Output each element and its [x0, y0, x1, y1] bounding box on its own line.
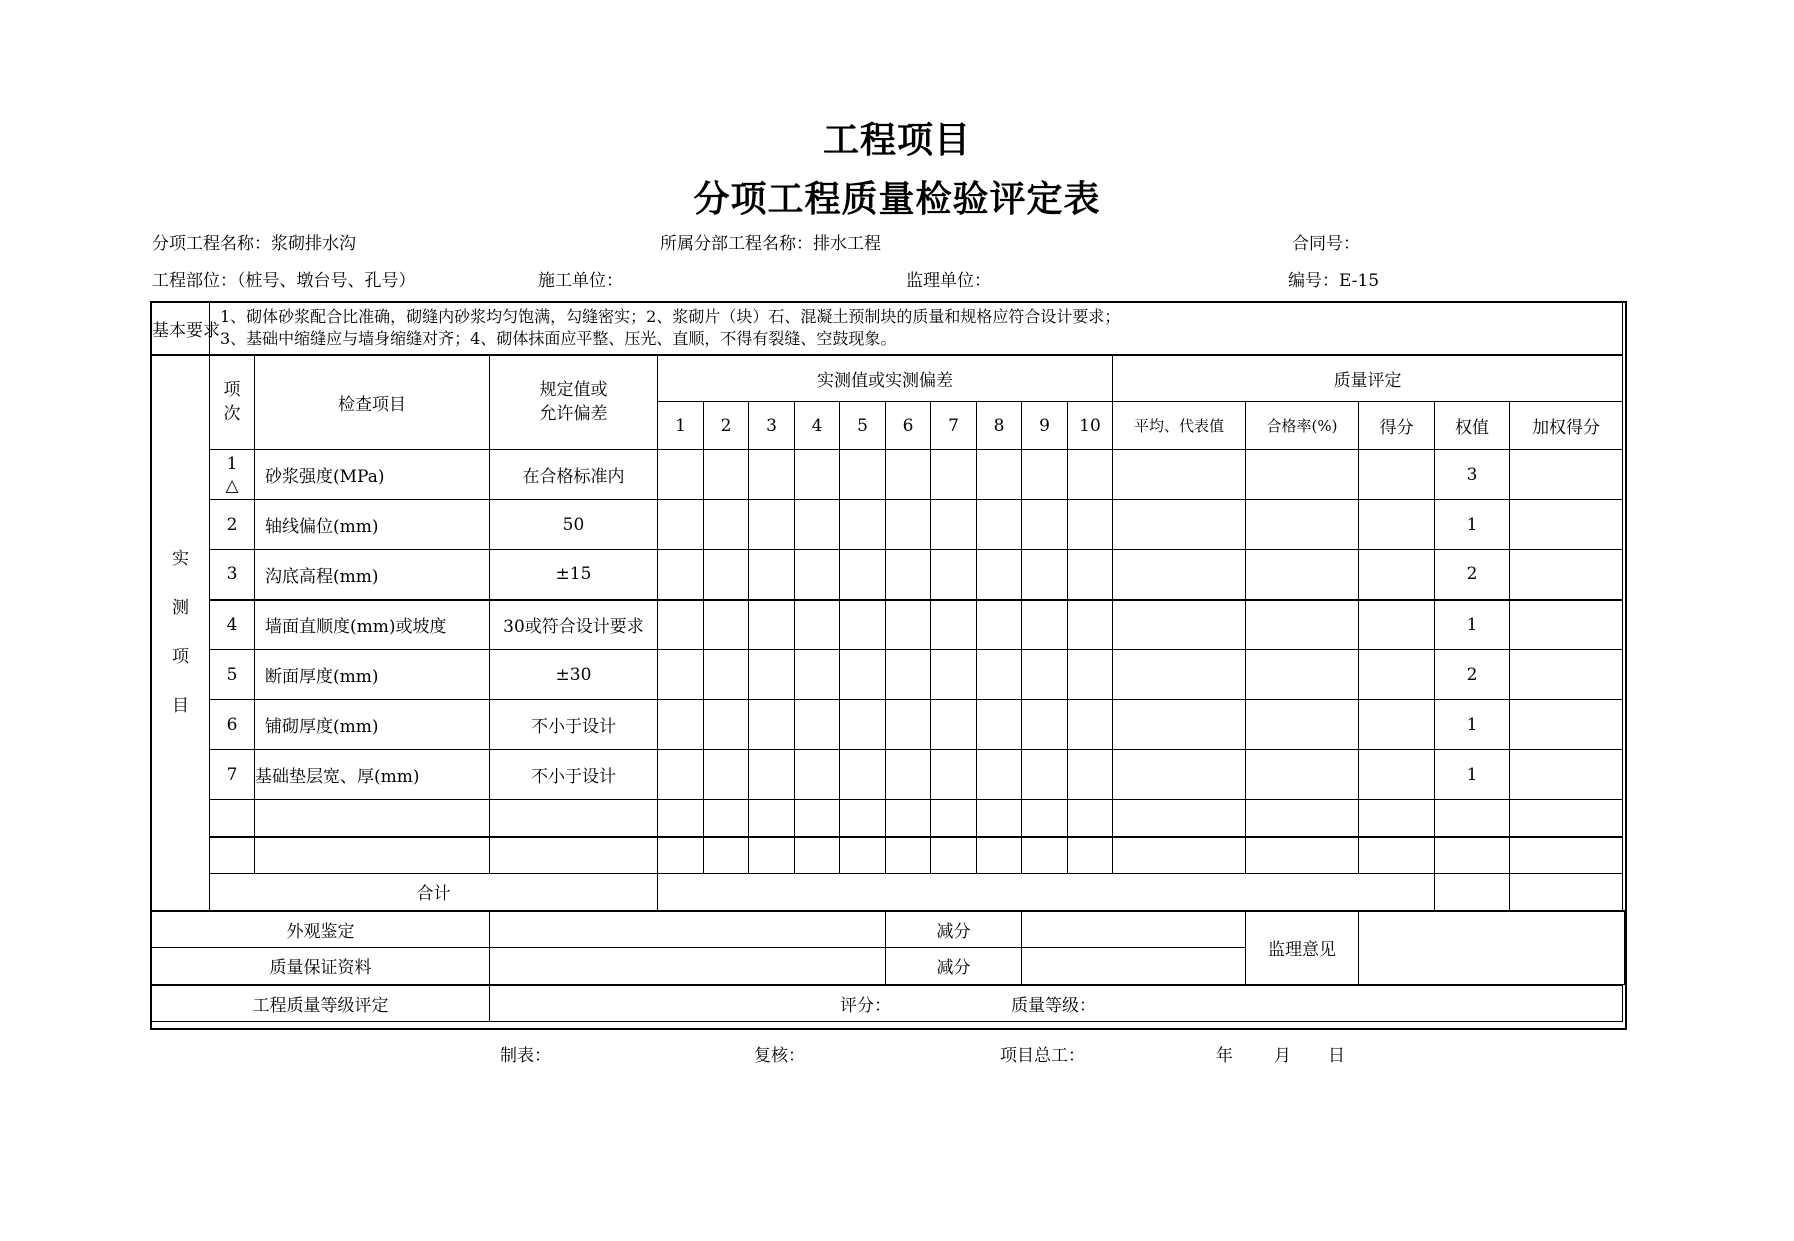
pass-rate-cell[interactable]	[1246, 750, 1359, 800]
measure-cell[interactable]	[795, 450, 840, 500]
col-item-header: 检查项目	[255, 355, 490, 450]
measure-cell[interactable]	[931, 700, 977, 750]
contractor: 施工单位：	[538, 271, 623, 291]
score-label: 评分：	[840, 995, 891, 1016]
score-cell[interactable]	[1359, 500, 1435, 550]
col-index-header	[210, 355, 255, 450]
weighted-cell[interactable]	[1510, 550, 1623, 600]
avg-cell[interactable]	[1113, 600, 1246, 650]
weighted-cell[interactable]	[1510, 500, 1623, 550]
row-item: 铺砌厚度(mm)	[255, 700, 490, 750]
empty-cell[interactable]	[490, 800, 658, 837]
empty-cell[interactable]	[255, 800, 490, 837]
measure-cell[interactable]	[840, 700, 886, 750]
row-spec: 不小于设计	[490, 750, 658, 800]
quality-docs-label: 质量保证资料	[152, 948, 490, 985]
measure-cell[interactable]	[658, 500, 704, 550]
row-weight: 3	[1435, 450, 1510, 500]
row-weight: 2	[1435, 650, 1510, 700]
measure-number: 6	[886, 402, 931, 450]
total-row	[152, 874, 1625, 911]
measure-number: 8	[977, 402, 1022, 450]
measure-cell[interactable]	[749, 500, 795, 550]
score-cell[interactable]	[1359, 700, 1435, 750]
deduct-value[interactable]	[1022, 948, 1246, 985]
contract-no: 合同号：	[1292, 234, 1360, 254]
score-cell[interactable]	[1359, 800, 1435, 837]
table-row-empty	[152, 837, 1625, 874]
measure-cell[interactable]	[658, 700, 704, 750]
total-weight-cell[interactable]	[1435, 874, 1510, 911]
date-day: 日	[1328, 1046, 1345, 1066]
measure-cell[interactable]	[977, 800, 1022, 837]
row-item: 墙面直顺度(mm)或坡度	[255, 600, 490, 650]
form-code: 编号：E-15	[1288, 271, 1380, 291]
measure-cell[interactable]	[931, 800, 977, 837]
col-spec-header	[490, 355, 658, 450]
measure-cell[interactable]	[840, 650, 886, 700]
avg-cell[interactable]	[1113, 700, 1246, 750]
supervisor: 监理单位：	[906, 271, 991, 291]
measure-cell[interactable]	[1068, 550, 1113, 600]
score-cell[interactable]	[1359, 600, 1435, 650]
col-weighted-header: 加权得分	[1510, 402, 1623, 450]
grade-label: 质量等级：	[1011, 995, 1096, 1016]
weighted-cell[interactable]	[1510, 750, 1623, 800]
table-row	[152, 450, 1625, 500]
supervision-opinion-value[interactable]	[1359, 911, 1625, 985]
measure-cell[interactable]	[977, 837, 1022, 874]
measure-cell[interactable]	[1022, 600, 1068, 650]
side-char: 测	[172, 597, 189, 618]
empty-cell[interactable]	[210, 800, 255, 837]
date-year: 年	[1216, 1046, 1233, 1066]
deduct-value[interactable]	[1022, 911, 1246, 948]
col-index-char: 次	[223, 404, 241, 425]
total-weighted-cell[interactable]	[1510, 874, 1623, 911]
measure-cell[interactable]	[840, 600, 886, 650]
measure-cell[interactable]	[749, 450, 795, 500]
reviewed-by: 复核：	[754, 1046, 805, 1066]
measure-cell[interactable]	[840, 500, 886, 550]
weighted-cell[interactable]	[1510, 600, 1623, 650]
measure-cell[interactable]	[886, 550, 931, 600]
row-weight: 1	[1435, 500, 1510, 550]
col-spec-line: 规定值或	[539, 380, 608, 401]
form-title: 分项工程质量检验评定表	[693, 179, 1101, 220]
measure-cell[interactable]	[1022, 700, 1068, 750]
measure-cell[interactable]	[886, 600, 931, 650]
quality-docs-value[interactable]	[490, 948, 886, 985]
requirements-line-1: 1、砌体砂浆配合比准确，砌缝内砂浆均匀饱满，勾缝密实；2、浆砌片（块）石、混凝土预制块的质量和规格应符合设计要求；	[220, 307, 1121, 327]
measure-cell[interactable]	[658, 837, 704, 874]
table-row	[152, 500, 1625, 550]
measure-number: 7	[931, 402, 977, 450]
measure-cell[interactable]	[795, 750, 840, 800]
measure-cell[interactable]	[886, 500, 931, 550]
measure-cell[interactable]	[795, 500, 840, 550]
row-item: 基础垫层宽、厚(mm)	[255, 750, 490, 800]
row-item: 砂浆强度(MPa)	[255, 450, 490, 500]
measure-cell[interactable]	[704, 550, 749, 600]
measure-cell[interactable]	[931, 550, 977, 600]
measure-cell[interactable]	[840, 837, 886, 874]
measure-cell[interactable]	[704, 600, 749, 650]
total-blank	[658, 874, 1435, 911]
score-cell[interactable]	[1359, 450, 1435, 500]
row-spec: ±15	[490, 550, 658, 600]
col-measured-header: 实测值或实测偏差	[658, 355, 1113, 402]
side-char: 实	[172, 548, 189, 569]
measure-cell[interactable]	[749, 650, 795, 700]
empty-cell[interactable]	[210, 837, 255, 874]
row-spec: 30或符合设计要求	[490, 600, 658, 650]
avg-cell[interactable]	[1113, 450, 1246, 500]
grade-eval-value	[490, 985, 1623, 1022]
measure-cell[interactable]	[886, 450, 931, 500]
measure-cell[interactable]	[977, 750, 1022, 800]
measure-cell[interactable]	[749, 837, 795, 874]
score-cell[interactable]	[1359, 550, 1435, 600]
row-no: 5	[210, 650, 255, 700]
grade-eval-label: 工程质量等级评定	[152, 985, 490, 1022]
measure-cell[interactable]	[795, 600, 840, 650]
measure-cell[interactable]	[658, 650, 704, 700]
measure-cell[interactable]	[886, 750, 931, 800]
row-no: 3	[210, 550, 255, 600]
grade-row	[152, 985, 1625, 1022]
weighted-cell[interactable]	[1510, 700, 1623, 750]
total-label: 合计	[210, 874, 658, 911]
measure-cell[interactable]	[704, 800, 749, 837]
deduct-label: 减分	[886, 911, 1022, 948]
measure-cell[interactable]	[658, 600, 704, 650]
measure-cell[interactable]	[886, 700, 931, 750]
empty-cell[interactable]	[255, 837, 490, 874]
row-spec: 50	[490, 500, 658, 550]
measure-number: 1	[658, 402, 704, 450]
score-cell[interactable]	[1359, 837, 1435, 874]
measure-cell[interactable]	[1022, 750, 1068, 800]
pass-rate-cell[interactable]	[1246, 700, 1359, 750]
inspection-table	[151, 302, 1625, 1022]
col-quality-header: 质量评定	[1113, 355, 1623, 402]
measure-cell[interactable]	[1022, 550, 1068, 600]
measure-cell[interactable]	[840, 550, 886, 600]
measure-cell[interactable]	[658, 800, 704, 837]
measure-cell[interactable]	[704, 450, 749, 500]
measure-cell[interactable]	[1068, 650, 1113, 700]
measure-cell[interactable]	[1022, 500, 1068, 550]
pass-rate-cell[interactable]	[1246, 837, 1359, 874]
measure-cell[interactable]	[840, 750, 886, 800]
col-score-header: 得分	[1359, 402, 1435, 450]
measure-cell[interactable]	[795, 700, 840, 750]
measure-cell[interactable]	[1022, 800, 1068, 837]
measure-cell[interactable]	[749, 800, 795, 837]
measure-number: 5	[840, 402, 886, 450]
row-no: 4	[210, 600, 255, 650]
measure-cell[interactable]	[840, 450, 886, 500]
avg-cell[interactable]	[1113, 550, 1246, 600]
row-weight: 2	[1435, 550, 1510, 600]
measure-cell[interactable]	[1068, 800, 1113, 837]
table-row-empty	[152, 800, 1625, 837]
measure-cell[interactable]	[749, 700, 795, 750]
table-row	[152, 650, 1625, 700]
requirements-line-2: 3、基础中缩缝应与墙身缩缝对齐；4、砌体抹面应平整、压光、直顺，不得有裂缝、空鼓现象。	[220, 329, 897, 349]
score-cell[interactable]	[1359, 750, 1435, 800]
subitem-name: 分项工程名称：浆砌排水沟	[152, 234, 356, 254]
row-item: 轴线偏位(mm)	[255, 500, 490, 550]
location: 工程部位：（桩号、墩台号、孔号）	[152, 271, 416, 291]
side-char: 项	[172, 646, 189, 667]
empty-cell[interactable]	[490, 837, 658, 874]
col-pass-rate-header: 合格率(%)	[1246, 402, 1359, 450]
weighted-cell[interactable]	[1510, 450, 1623, 500]
avg-cell[interactable]	[1113, 837, 1246, 874]
weight-cell[interactable]	[1435, 837, 1510, 874]
table-row	[152, 550, 1625, 600]
division-name: 所属分部工程名称：排水工程	[660, 234, 881, 254]
measure-cell[interactable]	[931, 650, 977, 700]
table-row	[152, 700, 1625, 750]
side-char: 目	[172, 695, 189, 716]
measure-cell[interactable]	[795, 837, 840, 874]
row-spec: 在合格标准内	[490, 450, 658, 500]
avg-cell[interactable]	[1113, 800, 1246, 837]
measure-cell[interactable]	[704, 650, 749, 700]
measure-cell[interactable]	[931, 500, 977, 550]
measure-cell[interactable]	[749, 550, 795, 600]
weighted-cell[interactable]	[1510, 800, 1623, 837]
measure-number: 10	[1068, 402, 1113, 450]
pass-rate-cell[interactable]	[1246, 800, 1359, 837]
row-weight: 1	[1435, 600, 1510, 650]
measure-cell[interactable]	[1068, 500, 1113, 550]
measure-cell[interactable]	[886, 800, 931, 837]
side-label	[152, 355, 210, 911]
measure-cell[interactable]	[977, 700, 1022, 750]
row-weight: 1	[1435, 750, 1510, 800]
row-no: 6	[210, 700, 255, 750]
col-avg-header: 平均、代表值	[1113, 402, 1246, 450]
measure-cell[interactable]	[1068, 600, 1113, 650]
measure-cell[interactable]	[977, 450, 1022, 500]
measure-cell[interactable]	[977, 650, 1022, 700]
measure-cell[interactable]	[1068, 750, 1113, 800]
measure-cell[interactable]	[1022, 837, 1068, 874]
row-spec: ±30	[490, 650, 658, 700]
measure-cell[interactable]	[931, 837, 977, 874]
deduct-label: 减分	[886, 948, 1022, 985]
key-item-mark: △	[225, 475, 239, 496]
measure-cell[interactable]	[1068, 700, 1113, 750]
avg-cell[interactable]	[1113, 750, 1246, 800]
measure-cell[interactable]	[795, 650, 840, 700]
weighted-cell[interactable]	[1510, 837, 1623, 874]
measure-cell[interactable]	[704, 500, 749, 550]
measure-cell[interactable]	[931, 600, 977, 650]
row-no: 7	[210, 750, 255, 800]
pass-rate-cell[interactable]	[1246, 550, 1359, 600]
measure-cell[interactable]	[886, 650, 931, 700]
row-item: 沟底高程(mm)	[255, 550, 490, 600]
appearance-row	[152, 911, 1625, 948]
col-weight-header: 权值	[1435, 402, 1510, 450]
row-spec: 不小于设计	[490, 700, 658, 750]
weighted-cell[interactable]	[1510, 650, 1623, 700]
measure-cell[interactable]	[749, 750, 795, 800]
pass-rate-cell[interactable]	[1246, 450, 1359, 500]
measure-cell[interactable]	[977, 500, 1022, 550]
date-month: 月	[1274, 1046, 1291, 1066]
measure-cell[interactable]	[1022, 450, 1068, 500]
row-item: 断面厚度(mm)	[255, 650, 490, 700]
col-index-char: 项	[223, 380, 241, 401]
score-cell[interactable]	[1359, 650, 1435, 700]
measure-cell[interactable]	[749, 600, 795, 650]
measure-cell[interactable]	[840, 800, 886, 837]
made-by: 制表：	[500, 1046, 551, 1066]
measure-number: 4	[795, 402, 840, 450]
chief-engineer: 项目总工：	[1000, 1046, 1085, 1066]
measure-cell[interactable]	[704, 837, 749, 874]
row-weight: 1	[1435, 700, 1510, 750]
supervision-opinion-label: 监理意见	[1246, 911, 1359, 985]
measure-cell[interactable]	[1068, 450, 1113, 500]
table-row	[152, 600, 1625, 650]
row-no-value: 1	[226, 453, 238, 474]
avg-cell[interactable]	[1113, 650, 1246, 700]
measure-cell[interactable]	[977, 600, 1022, 650]
page-title: 工程项目	[822, 120, 971, 161]
measure-cell[interactable]	[795, 550, 840, 600]
requirements-text	[210, 303, 1623, 355]
avg-cell[interactable]	[1113, 500, 1246, 550]
weight-cell[interactable]	[1435, 800, 1510, 837]
row-no: 2	[210, 500, 255, 550]
measure-cell[interactable]	[704, 700, 749, 750]
measure-number: 2	[704, 402, 749, 450]
appearance-label: 外观鉴定	[152, 911, 490, 948]
measure-cell[interactable]	[704, 750, 749, 800]
col-spec-line: 允许偏差	[539, 404, 608, 425]
measure-number: 9	[1022, 402, 1068, 450]
measure-cell[interactable]	[977, 550, 1022, 600]
table-row	[152, 750, 1625, 800]
measure-cell[interactable]	[931, 450, 977, 500]
measure-cell[interactable]	[886, 837, 931, 874]
pass-rate-cell[interactable]	[1246, 650, 1359, 700]
measure-cell[interactable]	[1068, 837, 1113, 874]
measure-cell[interactable]	[658, 550, 704, 600]
measure-cell[interactable]	[931, 750, 977, 800]
measure-cell[interactable]	[795, 800, 840, 837]
measure-cell[interactable]	[1022, 650, 1068, 700]
pass-rate-cell[interactable]	[1246, 600, 1359, 650]
row-no	[210, 450, 255, 500]
measure-cell[interactable]	[658, 750, 704, 800]
measure-cell[interactable]	[658, 450, 704, 500]
measure-number: 3	[749, 402, 795, 450]
requirements-label: 基本要求	[152, 303, 210, 355]
pass-rate-cell[interactable]	[1246, 500, 1359, 550]
appearance-value[interactable]	[490, 911, 886, 948]
